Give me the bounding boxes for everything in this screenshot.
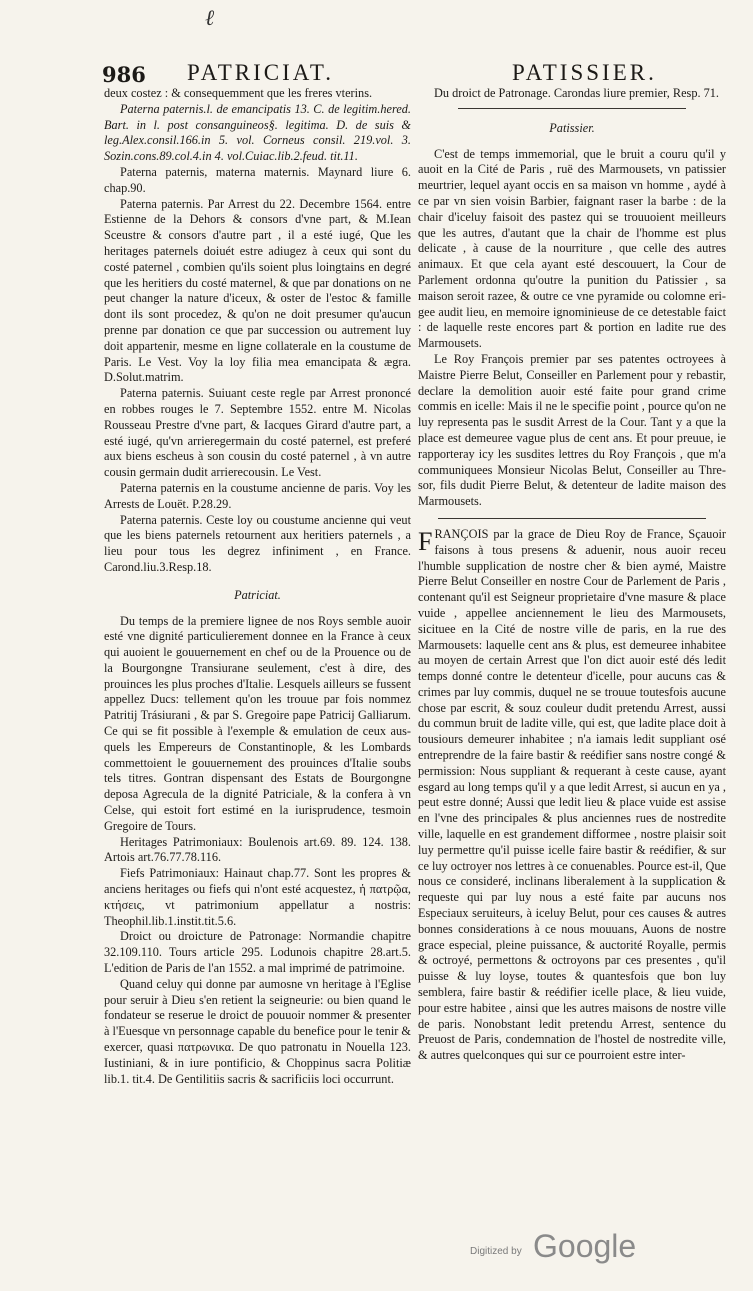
paragraph: Fiefs Patrimoniaux: Hainaut chap.77. Sont les propres & anciens heritages ou fiefs qui n'ont esté acquestez, ἡ πατρῷα, κτήσεις, vt patrimonium appellatur a nostris: Theophil.lib.1.instit.tit.5.6. xyxy=(104,866,411,928)
paragraph: Heritages Patrimoniaux: Boulenois art.69. 89. 124. 138. Artois art.76.77.78.116. xyxy=(104,834,411,865)
letter-text: RANÇOIS par la grace de Dieu Roy de France, Sçauoir faisons à tous presens & aduenir, nous auoir receu l'humble supplication de nostre cher & bien aymé, Maistre Pierre Belut Conseiller en nostre Cour de Parlement de Paris , contenant qu'il est Seigneur proprietaire d'vne masure & place vuide , appellee anciennement le lieu des Marmousets, sicituee en la Cité de nostre ville de paris, en la rue des Marmousets: laquelle cent ans & plus, est demeuree inhabitee au moyen de certain Arrest que l'on dict auoir esté dés ledit temps donné contre le detenteur d'icelle, pour aucuns cas & crimes par luy commis, duquel ne se trouue toutesfois aucune chose par escrit, & souz couleur dudit pretendu Arrest, aussi du commun bruit de ladite ville, qui est, que ladite place doit à tousiours demeurer inhabitee ; n'a iamais ledit suppliant osé entreprendre de la faire bastir & reédifier sans nostre congé & permission: Nous suppliant & requerant à ceste cause, ayant esgard au long temps qu'il y a que ledit Arrest, si aucun en ya , peut estre donné; Aussi que ledit lieu & place vuide est assise en l'vne des principales & plus anciennes rues de nostredite ville, laquelle en est grandement difformee , nostre plaisir soit luy permettre qu'il puisse icelle faire bastir & reédifier, & sur ce luy octroyer nos lettres à ce conuenables. Pource est-il, Que nous ce consideré, inclinans liberalement à la supplication & requeste qui par luy nous a esté faite par aucuns nos Especiaux seruiteurs, à iceluy Belut, pour ces causes & autres bonnes considerations à ce nous mouuans, Auons de nostre grace especial, pleine puissance, & auctorité Royalle, permis & octroyé, permettons & octroyons par ces presentes , qu'il puisse & luy loyse, toutes & quantesfois que bon luy semblera, faire bastir & reédifier icelle place, & lieu vuide, pour estre habitee , ainsi que les autres maisons de nostre ville de paris. Nonobstant ledit pretendu Arrest, sentence du Preuost de Paris, condemnation de l'hostel de nostredite ville, & autres quelconques qui sur ce pourroient estre inter- xyxy=(418,526,726,1063)
section-title-patriciat: Patriciat. xyxy=(234,587,281,602)
running-header xyxy=(92,56,732,90)
paragraph: Paterna paternis en la coustume ancienne de paris. Voy les Arrests de Louët. P.28.29. xyxy=(104,480,411,511)
paragraph: Droict ou droicture de Patronage: Normandie chapitre 32.109.110. Tours article 295. Lodunois chapitre 28.art.5. L'edition de Paris de l'an 1552. a mal imprimé de patrimoine. xyxy=(104,929,411,976)
drop-cap: F xyxy=(418,526,433,556)
paragraph: Paterna paternis.l. de emancipatis 13. C. de legitim.hered. Bart. in l. post consanguineos§. legitima. D. de suis & leg.Alex.consil.166.in 5. vol. Corneus consil. 219.vol. 3. Sozin.cons.89.col.4.in 4. vol.Cuiac.lib.2.feud. tit.11. xyxy=(104,101,411,164)
paragraph: deux costez : & consequemment que les freres vterins. xyxy=(104,86,373,100)
paragraph: Paterna paternis. Ceste loy ou coustume ancienne qui veut que les biens paternels retournent aux heritiers paternels , a lieu pour tous les degrez infiniment , en France. Carond.liu.3.Resp.18. xyxy=(104,512,411,574)
left-column xyxy=(104,86,411,1087)
ink-mark: ℓ xyxy=(205,6,215,31)
digitized-by-label: Digitized by xyxy=(470,1246,522,1257)
paragraph: Quand celuy qui donne par aumosne vn heritage à l'Eglise pour seruir à Dieu s'en retient la seigneurie: ou bien quand le fondateur se reserue le droict de pouuoir nommer & presenter à l'Euesque vn personnage capable du benefice pour le tenir & exercer, quasi πατρωνικα. De quo patronatu in Nouella 123. Iustiniani, & in iure pontificio, & Choppinus sacra Politiæ lib.1. tit.4. De Gentilitiis sacris & sacrificiis loci occurrunt. xyxy=(104,976,411,1086)
paragraph: Paterna paternis, materna maternis. Maynard liure 6. chap.90. xyxy=(104,164,411,195)
section-title-patissier: Patissier. xyxy=(549,120,595,135)
right-column xyxy=(418,86,726,1064)
running-title-right: PATISSIER. xyxy=(512,60,657,85)
divider xyxy=(458,108,686,109)
paragraph: Paterna paternis. Par Arrest du 22. Decembre 1564. entre Estienne de la Dehors & consors d'vne part, & M.Iean Sceustre & consors d'autre part , il a esté iugé, Que les heritages paternels doiuét estre adiugez à ceux qui sont du costé paternel , combien qu'ils soient plus loingtains en degré que les heritiers du costé maternel, & que par donations on ne peut changer la nature d'iceux, & oster de l'estoc & famille dont ils sont procedez, & qu'on ne doit presumer qu'aucun prenne par donation ce que par succession ou autrement luy doit appartenir, mesme en ligne collaterale en la coustume de Paris. Le Vest. Voy la loy filia mea emancipata & ægra. D.Solut.matrim. xyxy=(104,196,411,385)
page-number: 986 xyxy=(102,62,146,87)
divider xyxy=(438,518,706,519)
paragraph: Le Roy François premier par ses patentes octroyees à Maistre Pierre Belut, Conseiller en Parlement pour y rebastir, declare la demolition auoir esté faite pour grand crime commis en icelle: Mais il ne le specifie point , pource qu'on ne luy representa pas le susdit Arrest de la Cour. Tant y a que la place est demeuree vague plus de cent ans. Et pour preuue, ie rapporteray icy les susdites lettres du Roy François , que m'a communiquees Monsieur Nicolas Belut, Conseiller au Thresor, fils dudit Pierre Belut, & detenteur de ladite maison des Marmousets. xyxy=(418,351,726,509)
paragraph: Du droict de Patronage. Carondas liure premier, Resp. 71. xyxy=(434,86,719,100)
paragraph: Du temps de la premiere lignee de nos Roys semble auoir esté vne dignité particulierement donnee en la France à ceux qui auoient le gouuernement en chef ou de la Prouence ou de la Bourgongne Transiurane seulement, c'est à dire, des prouinces les plus proches d'Italie. Lesquels ailleurs se fussent appellez Ducs: tellement qu'on les trouue par fois nommez Patritij Trásiurani , & par S. Gregoire pape Patricij Galliarum. Ce qui se fit possible à l'exemple & emulation de ceux ausquels les Empereurs de Constantinople, & les Lombards commettoient le gouuernement des prouinces d'Italie soubs tels titres. Gontran dispensant des Estats de Bourgongne deposa Agrecula de la dignité Patriciale, & la confera à vn Celse, qui estoit fort estimé en la iurisprudence, tesmoin Gregoire de Tours. xyxy=(104,613,411,833)
running-title-left: PATRICIAT. xyxy=(187,60,334,85)
royal-letter xyxy=(418,527,726,1064)
google-logo: Google xyxy=(533,1228,637,1264)
paragraph: C'est de temps immemorial, que le bruit a couru qu'il y auoit en la Cité de Paris , ruë des Marmousets, vn patissier meurtrier, lequel ayant occis en sa maison vn homme , aydé à ce par vn sien voisin Barbier, faignant raser la barbe : de la chair d'iceluy faisoit des pastez qui se trouuoient meilleurs que les autres, d'autant que la chair de l'homme est plus delicate , à cause de la nourriture , que celle des autres animaux. Et que cela ayant esté descouuert, la Cour de Parlement ordonna qu'outre la punition du Patissier , sa maison seroit razee, & outre ce vne pyramide ou colomne erigee audit lieu, en memoire ignominieuse de ce detestable faict : de laquelle reste encores part & portion en ladite rue des Marmousets. xyxy=(418,146,726,351)
paragraph: Paterna paternis. Suiuant ceste regle par Arrest prononcé en robbes rouges le 7. Septembre 1552. entre M. Nicolas Rousseau Prestre d'vne part, & Iacques Girard d'autre part, a esté iugé, qu'vn arrieregermain du costé paternel, est preferé aux biens escheus à son cousin du costé paternel , à vn autre cousin germain dudit arrierecousin. Le Vest. xyxy=(104,386,411,480)
